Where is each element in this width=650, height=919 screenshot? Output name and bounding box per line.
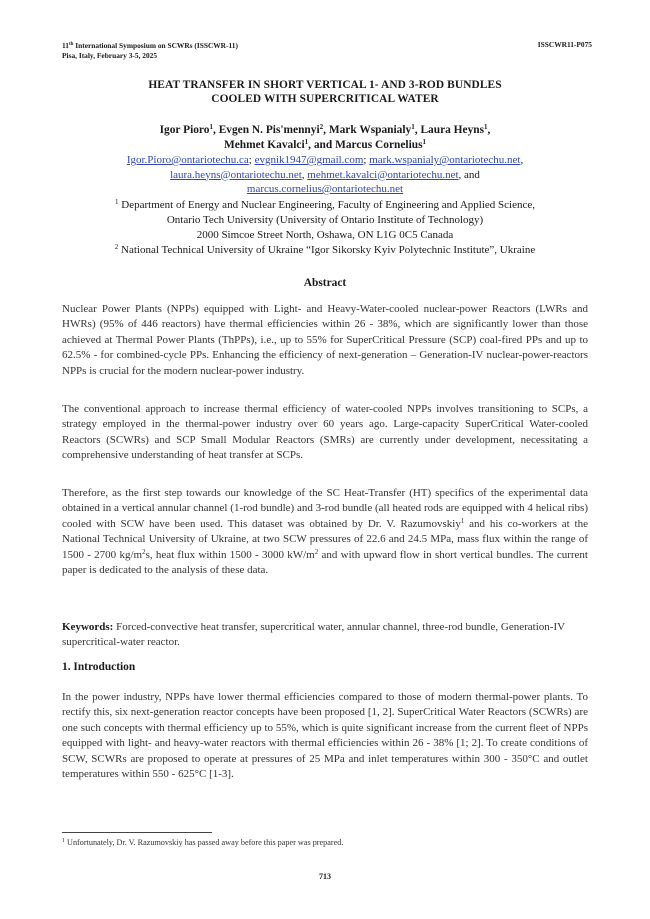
email-link[interactable]: laura.heyns@ontariotechu.net	[170, 168, 302, 181]
affiliation-1: $^1$ Department of Energy and Nuclear Engineering, Faculty of Engineering and Applied Science,	[115, 198, 535, 211]
abstract-heading: Abstract	[303, 277, 347, 289]
abstract-paragraph-1: Nuclear Power Plants (NPPs) equipped with Light- and Heavy-Water-cooled nuclear-power Reactors (LWRs and HWRs) (95% of 446 reactors) have thermal efficiencies within 26 - 38%, which are significantly lower than those achieved at Thermal Power Plants (ThPPs), i.e., up to 55% for SuperCritical Pressure (SCP) coal-fired PPs and up to 62.5% - for combined-cycle PPs. Enhancing the efficiency of next-generation – Generation-IV nuclear-power-reactors NPPs is crucial for the modern nuclear-power industry.	[62, 303, 588, 377]
email-link[interactable]: mark.wspanialy@ontariotechu.net	[369, 154, 521, 166]
title-line-2: COOLED WITH SUPERCRITICAL WATER	[211, 93, 439, 105]
page-number: 713	[319, 872, 331, 881]
affiliations: $^1$ Department of Energy and Nuclear Engineering, Faculty of Engineering and Applied Science, Ontario Tech University (University of Ontario Institute of Technology) 2000 Simcoe Street North, Oshawa, ON L1G 0C5 Canada $^2$ National Technical University of Ukraine “Igor Sikorsky Kyiv Polytechnic Institute”, Ukraine	[0, 198, 650, 258]
conference-location-date: Pisa, Italy, February 3-5, 2025	[62, 51, 158, 60]
author-emails: Igor.Pioro@ontariotechu.ca; evgnik1947@gmail.com; mark.wspanialy@ontariotechu.net, laura.heyns@ontariotechu.net, mehmet.kavalci@ontariotechu.net, and marcus.cornelius@ontariotechu.net	[126, 154, 524, 195]
author-name: Evgen N. Pis'mennyi	[218, 124, 320, 136]
email-link[interactable]: mehmet.kavalci@ontariotechu.net	[307, 168, 459, 181]
title-line-1: HEAT TRANSFER IN SHORT VERTICAL 1- AND 3-ROD BUNDLES	[148, 79, 502, 91]
author-name: Igor Pioro	[159, 124, 210, 136]
author-list: Igor Pioro$^1$, Evgen N. Pis'mennyi$^2$, Mark Wspanialy$^1$, Laura Heyns$^1$, Mehmet Kavalci$^1$, and Marcus Cornelius$^1$	[159, 123, 491, 151]
author-name: Marcus Cornelius	[335, 139, 423, 151]
introduction-paragraph-1: In the power industry, NPPs have lower thermal efficiencies compared to those of modern thermal-power plants. To rectify this, six next-generation reactor concepts have been proposed [1, 2]. SuperCritical Water Reactors (SCWRs) are one such concepts with thermal efficiency up to 55%, which is quite significant increase from the current fleet of NPPs equipped with light- and heavy-water reactors with thermal efficiencies within 26 - 38% [1; 2]. To create conditions of SCW, SCWRs are proposed to operate at pressures of 25 MPa and inlet temperatures within 300 - 350°C and outlet temperatures within 550 - 625°C [1-3].	[62, 691, 588, 781]
conference-name: 11th International Symposium on SCWRs (ISSCWR-11)	[62, 41, 238, 50]
running-header-left	[62, 40, 238, 61]
footnote: $^1$ Unfortunately, Dr. V. Razumovskiy has passed away before this paper was prepared.	[62, 838, 344, 847]
author-name: Mark Wspanialy	[328, 124, 412, 136]
abstract-paragraph-2: The conventional approach to increase thermal efficiency of water-cooled NPPs involves transitioning to SCPs, a strategy employed in the thermal-power industry over 60 years ago. Large-capacity SuperCritical Water-cooled Reactors (SCWRs) and SCP Small Modular Reactors (SMRs) are currently under development, necessitating a comprehensive understanding of heat transfer at SCPs.	[62, 403, 588, 462]
abstract-paragraph-3: Therefore, as the first step towards our knowledge of the SC Heat-Transfer (HT) specifics of the experimental data obtained in a vertical annular channel (1-rod bundle) and 3-rod bundle (all heated rods are equipped with 4 helical ribs) cooled with SCW have been used. This dataset was obtained by Dr. V. Razumovskiy$^1$ and his co-workers at the National Technical University of Ukraine, at two SCW pressures of 22.6 and 24.5 MPa, mass flux within the range of 1500 - 2700 $kg/m^2s$, heat flux within 1500 - 3000 $kW/m^2$ and with upward flow in short vertical bundles. The current paper is dedicated to the analysis of these data.	[62, 487, 589, 577]
affiliation-2: $^2$ National Technical University of Ukraine “Igor Sikorsky Kyiv Polytechnic Institute”, Ukraine	[114, 243, 536, 256]
author-name: Laura Heyns	[420, 124, 485, 136]
keywords-text: Forced-convective heat transfer, supercritical water, annular channel, three-rod bundle, Generation-IV supercritical-water reactor.	[62, 621, 565, 648]
paper-id: ISSCWR11-P075	[537, 40, 592, 49]
footnote-divider	[62, 832, 212, 833]
paper-title	[0, 78, 650, 106]
email-link[interactable]: Igor.Pioro@ontariotechu.ca	[126, 154, 249, 166]
keywords-label: Keywords:	[62, 621, 114, 633]
email-link[interactable]: evgnik1947@gmail.com	[254, 154, 364, 166]
keywords	[62, 620, 588, 650]
email-link[interactable]: marcus.cornelius@ontariotechu.net	[246, 183, 404, 195]
section-heading-introduction: 1. Introduction	[62, 661, 136, 673]
author-name: Mehmet Kavalci	[223, 139, 305, 151]
